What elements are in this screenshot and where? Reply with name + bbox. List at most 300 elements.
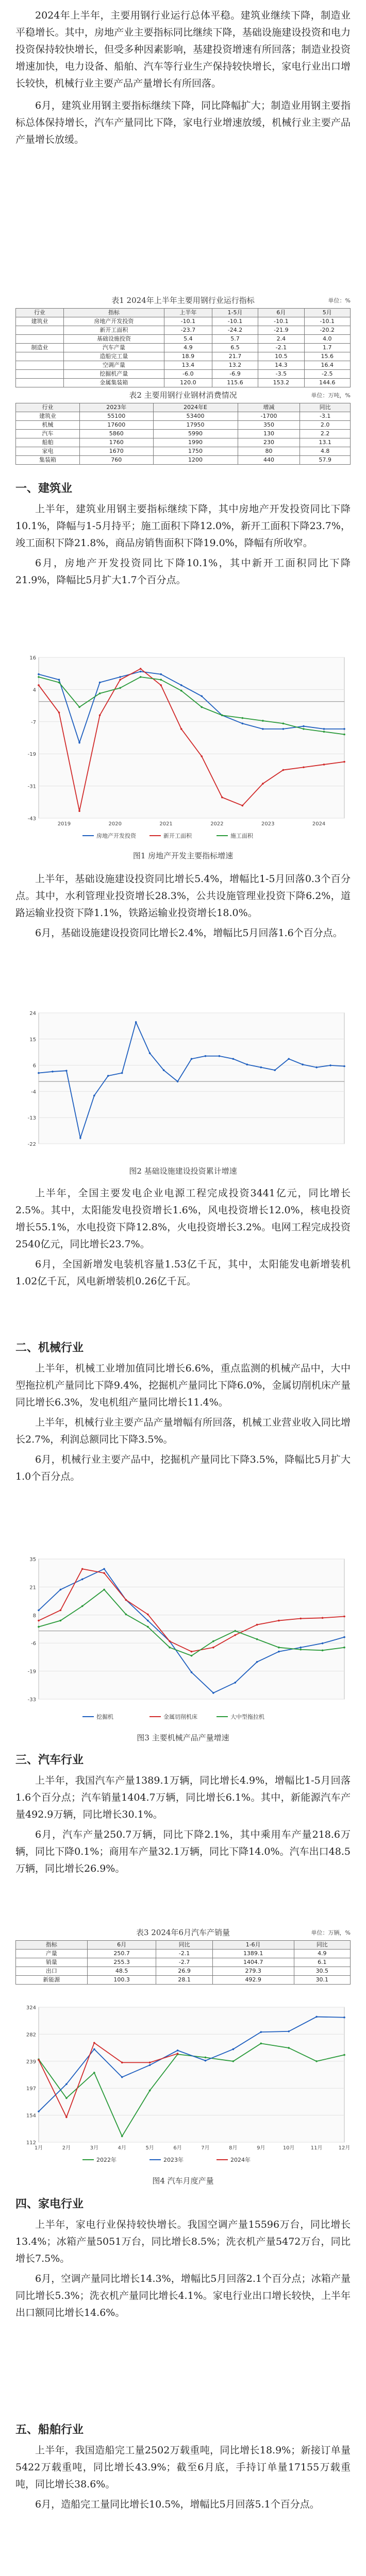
table-cell bbox=[16, 352, 64, 361]
data-point bbox=[38, 2111, 40, 2113]
data-point bbox=[191, 1651, 193, 1653]
data-point bbox=[232, 2048, 235, 2050]
data-point bbox=[119, 676, 121, 678]
section-paragraph: 上半年，机械行业主要产品产量增幅有所回落，机械工业营业收入同比增长2.7%，利润总额同比下降3.5%。 bbox=[15, 1417, 351, 1445]
table-header-cell: 6月 bbox=[258, 309, 304, 317]
data-point bbox=[288, 2030, 290, 2032]
section-paragraph: 上半年，我国造船完工量2502万载重吨，同比增长18.9%；新接订单量5422万载重吨，同比增长43.9%；截至6月底，手持订单量17155万载重吨，同比增长38.6%。 bbox=[15, 2445, 351, 2490]
data-point bbox=[38, 673, 40, 675]
table-cell: 空调产量 bbox=[63, 361, 164, 370]
legend-label: 2023年 bbox=[163, 2157, 184, 2163]
data-point bbox=[99, 682, 101, 684]
table-row bbox=[16, 335, 351, 344]
x-tick-label: 6月 bbox=[173, 2145, 182, 2151]
data-point bbox=[38, 1626, 40, 1628]
data-point bbox=[147, 1614, 149, 1616]
table-row bbox=[16, 1950, 351, 1958]
y-tick-label: -19 bbox=[27, 1669, 36, 1675]
y-tick-label: 15 bbox=[29, 1037, 36, 1043]
figure-3-chart bbox=[15, 1551, 351, 1726]
table-row bbox=[16, 447, 351, 456]
table-cell: 4.0 bbox=[304, 335, 350, 344]
section-paragraph: 上半年，家电行业保持较快增长。我国空调产量15596万台，同比增长13.4%；冰箱产量5051万台，同比增长8.5%；洗衣机产量5472万台，同比增长7.5%。 bbox=[15, 2219, 351, 2264]
table-cell: -10.1 bbox=[212, 317, 258, 326]
data-point bbox=[300, 1647, 302, 1649]
figure-caption: 图3 主要机械产品产量增速 bbox=[137, 1733, 229, 1742]
data-point bbox=[119, 679, 121, 681]
data-point bbox=[201, 695, 203, 697]
figure-caption: 图1 房地产开发主要指标增速 bbox=[132, 851, 234, 860]
table-cell: 4.9 bbox=[164, 344, 212, 352]
y-tick-label: -19 bbox=[27, 752, 36, 758]
table-cell: 230 bbox=[238, 438, 300, 447]
table-cell: 279.3 bbox=[212, 1967, 294, 1976]
table-cell: 1404.7 bbox=[212, 1958, 294, 1967]
data-point bbox=[160, 673, 162, 675]
data-point bbox=[256, 1661, 258, 1663]
data-point bbox=[65, 2116, 68, 2119]
data-point bbox=[78, 810, 80, 812]
table-cell: 挖掘机产量 bbox=[63, 370, 164, 379]
data-point bbox=[160, 684, 162, 686]
table-cell: 13.1 bbox=[300, 438, 351, 447]
section-shipbuilding bbox=[15, 2421, 351, 2513]
x-tick-label: 2022 bbox=[210, 821, 224, 827]
table-cell: -21.9 bbox=[258, 326, 304, 335]
y-tick-label: 154 bbox=[26, 2113, 36, 2119]
intro-section bbox=[15, 7, 351, 148]
table-cell: 4.8 bbox=[300, 447, 351, 456]
legend-label: 2024年 bbox=[230, 2157, 251, 2163]
table-cell: 1670 bbox=[79, 447, 153, 456]
data-point bbox=[78, 706, 80, 708]
section-paragraph: 6月，全国新增发电装机容量1.53亿千瓦，其中，太阳能发电新增装机1.02亿千瓦，风电新增装机0.26亿千瓦。 bbox=[15, 1259, 351, 1287]
table-header-cell: 增减 bbox=[238, 403, 300, 412]
table-cell: 120.0 bbox=[164, 379, 212, 387]
table-header-cell: 1-5月 bbox=[212, 309, 258, 317]
data-point bbox=[52, 1071, 54, 1073]
section-machinery bbox=[15, 1340, 351, 1485]
section-heading: 三、汽车行业 bbox=[15, 1754, 84, 1767]
table-header-cell: 同比 bbox=[300, 403, 351, 412]
x-tick-label: 2月 bbox=[62, 2145, 71, 2151]
table-cell: -20.2 bbox=[304, 326, 350, 335]
y-tick-label: 24 bbox=[29, 1011, 36, 1016]
x-tick-label: 12月 bbox=[338, 2145, 351, 2151]
table-header-cell: 5月 bbox=[304, 309, 350, 317]
table-cell: 2.2 bbox=[300, 430, 351, 438]
table-cell: 制造业 bbox=[16, 344, 64, 352]
section-auto bbox=[15, 1752, 351, 1877]
y-tick-label: -7 bbox=[31, 719, 36, 725]
legend-label: 新开工面积 bbox=[163, 833, 192, 839]
section-construction bbox=[15, 480, 351, 589]
data-point bbox=[60, 1589, 62, 1591]
table-cell: 新开工面积 bbox=[63, 326, 164, 335]
y-tick-label: -4 bbox=[31, 1089, 36, 1095]
x-tick-label: 2024 bbox=[312, 821, 326, 827]
table-cell: -1700 bbox=[238, 412, 300, 421]
y-tick-label: 8 bbox=[32, 1613, 36, 1619]
table-cell: 家电 bbox=[16, 447, 80, 456]
section-paragraph: 上半年，我国汽车产量1389.1万辆，同比增长4.9%，增幅比1-5月回落1.6个百分点；汽车销量1404.7万辆，同比增长6.1%。其中，新能源汽车产量492.9万辆，同比增长30.1%。 bbox=[15, 1775, 351, 1820]
data-point bbox=[303, 728, 305, 730]
data-point bbox=[282, 722, 285, 724]
table-header-cell: 2024年E bbox=[153, 403, 238, 412]
table-cell: -3.1 bbox=[300, 412, 351, 421]
intro-paragraph: 6月，建筑业用钢主要指标继续下降，同比降幅扩大；制造业用钢主要指标总体保持增长，汽车产量同比下降，家电行业增速放缓，机械行业主要产品产量增长放缓。 bbox=[15, 100, 351, 145]
data-point bbox=[343, 761, 345, 763]
table-header-cell: 同比 bbox=[156, 1941, 212, 1950]
data-point bbox=[256, 1624, 258, 1626]
table-header-cell: 行业 bbox=[16, 309, 64, 317]
data-point bbox=[329, 1064, 331, 1066]
table-cell: 57.9 bbox=[300, 456, 351, 465]
table-cell: 汽车 bbox=[16, 430, 80, 438]
data-point bbox=[205, 2060, 207, 2062]
data-point bbox=[260, 2031, 262, 2033]
y-tick-label: 4 bbox=[32, 687, 36, 693]
data-point bbox=[343, 2016, 345, 2019]
table-header-cell: 同比 bbox=[294, 1941, 350, 1950]
data-point bbox=[234, 1634, 236, 1636]
table-header-cell: 指标 bbox=[63, 309, 164, 317]
table-row bbox=[16, 456, 351, 465]
data-point bbox=[79, 1137, 81, 1139]
data-point bbox=[201, 706, 203, 708]
data-point bbox=[149, 2090, 151, 2092]
data-point bbox=[103, 1589, 105, 1591]
data-point bbox=[60, 1609, 62, 1612]
x-tick-label: 7月 bbox=[201, 2145, 210, 2151]
legend-label: 大中型拖拉机 bbox=[230, 1714, 264, 1720]
table-cell: 17950 bbox=[153, 421, 238, 430]
table-cell: 5990 bbox=[153, 430, 238, 438]
data-point bbox=[205, 2057, 207, 2059]
table-cell: 出口 bbox=[16, 1967, 88, 1976]
data-point bbox=[343, 2054, 345, 2056]
section-paragraph: 上半年，机械工业增加值同比增长6.6%，重点监测的机械产品中，大中型拖拉机产量同比下降9.4%，挖掘机产量同比下降6.0%，金属切削机床产量同比增长6.3%，发电机组产量同比增长11.4%。 bbox=[15, 1363, 351, 1408]
table-cell: 100.3 bbox=[87, 1976, 156, 1985]
table-cell: 汽车产量 bbox=[63, 344, 164, 352]
data-point bbox=[38, 2059, 40, 2061]
data-point bbox=[125, 1614, 127, 1616]
table-row bbox=[16, 1967, 351, 1976]
table-cell: 基础设施投资 bbox=[63, 335, 164, 344]
table-cell: 15.6 bbox=[304, 352, 350, 361]
table-cell: 6.1 bbox=[294, 1958, 350, 1967]
data-point bbox=[135, 1021, 137, 1023]
table-row bbox=[16, 379, 351, 387]
section-paragraph: 上半年，基础设施建设投资同比增长5.4%，增幅比1-5月回落0.3个百分点。其中，水利管理业投资增长28.3%，公共设施管理业投资下降6.2%，道路运输业投资下降1.1%，铁路运输业投资增长18.0%。 bbox=[15, 873, 351, 919]
data-point bbox=[99, 692, 101, 694]
table-cell: 115.6 bbox=[212, 379, 258, 387]
table-cell: 船舶 bbox=[16, 438, 80, 447]
data-point bbox=[212, 1640, 214, 1642]
table-cell: 1.7 bbox=[304, 344, 350, 352]
data-point bbox=[191, 1655, 193, 1657]
section-paragraph: 6月，汽车产量250.7万辆，同比下降2.1%，其中乘用车产量218.6万辆，同比下降0.1%；商用车产量32.1万辆，同比下降14.0%。汽车出口48.5万辆，同比增长26.9%。 bbox=[15, 1829, 351, 1874]
table-2 bbox=[15, 403, 351, 465]
table-header-cell: 指标 bbox=[16, 1941, 88, 1950]
y-tick-label: 239 bbox=[26, 2059, 36, 2065]
figure-caption: 图4 汽车月度产量 bbox=[152, 2176, 214, 2185]
data-point bbox=[278, 1651, 280, 1653]
x-tick-label: 10月 bbox=[282, 2145, 295, 2151]
legend-label: 金属切削机床 bbox=[163, 1714, 197, 1720]
table-3 bbox=[15, 1940, 351, 1985]
table-cell: -10.1 bbox=[164, 317, 212, 326]
data-point bbox=[149, 1052, 151, 1054]
table-cell: -6.9 bbox=[212, 370, 258, 379]
table-cell: 130 bbox=[238, 430, 300, 438]
data-point bbox=[177, 1080, 179, 1082]
table-cell: 6.5 bbox=[212, 344, 258, 352]
section-paragraph: 6月，空调产量同比增长14.3%，增幅比5月回落2.1个百分点；冰箱产量同比增长5.3%；洗衣机产量同比增长4.1%。家电行业出口增长较快，上半年出口额同比增长14.6%。 bbox=[15, 2273, 351, 2318]
data-point bbox=[260, 1066, 262, 1069]
data-point bbox=[121, 2062, 123, 2064]
table-header-cell: 2023年 bbox=[79, 403, 153, 412]
data-point bbox=[125, 1599, 127, 1601]
data-point bbox=[78, 742, 80, 744]
table-header-cell: 行业 bbox=[16, 403, 80, 412]
table-unit: 单位：万吨，% bbox=[311, 392, 351, 399]
data-point bbox=[38, 676, 40, 678]
data-point bbox=[262, 783, 264, 785]
figure-2-chart bbox=[15, 1005, 351, 1159]
x-tick-label: 2019 bbox=[57, 821, 71, 827]
table-cell bbox=[16, 335, 64, 344]
table-cell: 1750 bbox=[153, 447, 238, 456]
data-point bbox=[288, 2047, 290, 2049]
data-point bbox=[38, 1620, 40, 1622]
plot-area bbox=[39, 657, 344, 818]
table-cell: 13.4 bbox=[164, 361, 212, 370]
data-point bbox=[38, 684, 40, 686]
data-point bbox=[147, 1620, 149, 1622]
table-row bbox=[16, 438, 351, 447]
table-cell: 250.7 bbox=[87, 1950, 156, 1958]
y-tick-label: 16 bbox=[29, 655, 36, 661]
table-cell: 153.2 bbox=[258, 379, 304, 387]
data-point bbox=[38, 1609, 40, 1612]
x-tick-label: 3月 bbox=[90, 2145, 99, 2151]
data-point bbox=[119, 687, 121, 689]
table-cell: 造船完工量 bbox=[63, 352, 164, 361]
x-tick-label: 9月 bbox=[257, 2145, 265, 2151]
table-cell: 2.4 bbox=[258, 335, 304, 344]
data-point bbox=[221, 796, 223, 799]
table-cell: 金属集装箱 bbox=[63, 379, 164, 387]
data-point bbox=[121, 2076, 123, 2078]
table-cell: 440 bbox=[238, 456, 300, 465]
data-point bbox=[65, 2083, 68, 2085]
table-row bbox=[16, 361, 351, 370]
table-cell: 30.1 bbox=[294, 1976, 350, 1985]
x-tick-label: 2023 bbox=[261, 821, 275, 827]
y-tick-label: 112 bbox=[26, 2140, 36, 2146]
table-1 bbox=[15, 308, 351, 387]
y-tick-label: 6 bbox=[32, 1063, 36, 1069]
data-point bbox=[169, 1640, 171, 1642]
data-point bbox=[315, 1066, 318, 1069]
table-cell: 10.5 bbox=[258, 352, 304, 361]
data-point bbox=[343, 734, 345, 736]
table-cell bbox=[16, 326, 64, 335]
table-cell: -10.1 bbox=[304, 317, 350, 326]
x-tick-label: 4月 bbox=[118, 2145, 126, 2151]
y-tick-label: 21 bbox=[29, 1585, 36, 1591]
data-point bbox=[140, 671, 142, 673]
y-tick-label: -43 bbox=[27, 816, 36, 822]
y-tick-label: -33 bbox=[27, 1697, 36, 1703]
figure-caption: 图2 基础设施建设投资累计增速 bbox=[129, 1166, 237, 1176]
table-cell: 53400 bbox=[153, 412, 238, 421]
x-tick-label: 11月 bbox=[310, 2145, 323, 2151]
data-point bbox=[58, 711, 60, 714]
data-point bbox=[343, 1636, 345, 1638]
table-cell: 建筑业 bbox=[16, 317, 64, 326]
table-cell bbox=[16, 379, 64, 387]
table-header-cell: 6月 bbox=[87, 1941, 156, 1950]
data-point bbox=[343, 728, 345, 730]
table-cell: 房地产开发投资 bbox=[63, 317, 164, 326]
data-point bbox=[180, 728, 182, 730]
table-cell: -2.1 bbox=[258, 344, 304, 352]
data-point bbox=[149, 2064, 151, 2066]
table-cell: 5860 bbox=[79, 430, 153, 438]
y-tick-label: 324 bbox=[26, 2005, 36, 2011]
section-heading: 二、机械行业 bbox=[15, 1342, 84, 1354]
section-heading: 一、建筑业 bbox=[15, 482, 73, 495]
data-point bbox=[212, 1647, 214, 1649]
data-point bbox=[103, 1572, 105, 1574]
table-cell: 14.3 bbox=[258, 361, 304, 370]
data-point bbox=[278, 1620, 280, 1622]
data-point bbox=[81, 1568, 84, 1570]
table-cell: -3.5 bbox=[258, 370, 304, 379]
data-point bbox=[177, 2049, 179, 2052]
table-row bbox=[16, 344, 351, 352]
data-point bbox=[149, 2062, 151, 2064]
data-point bbox=[147, 1626, 149, 1628]
data-point bbox=[242, 717, 244, 719]
legend-label: 挖掘机 bbox=[96, 1714, 113, 1720]
table-row bbox=[16, 412, 351, 421]
data-point bbox=[262, 728, 264, 730]
data-point bbox=[300, 1649, 302, 1651]
data-point bbox=[262, 720, 264, 722]
table-cell: 销量 bbox=[16, 1958, 88, 1967]
table-cell: -23.7 bbox=[164, 326, 212, 335]
figure-1-chart bbox=[15, 649, 351, 845]
data-point bbox=[140, 668, 142, 670]
section-heading: 四、家电行业 bbox=[15, 2198, 84, 2211]
data-point bbox=[323, 728, 325, 730]
data-point bbox=[278, 1647, 280, 1649]
y-tick-label: 35 bbox=[29, 1557, 36, 1563]
table-row bbox=[16, 326, 351, 335]
table-cell: 5.4 bbox=[164, 335, 212, 344]
table-cell: -2.1 bbox=[156, 1950, 212, 1958]
data-point bbox=[282, 728, 285, 730]
data-point bbox=[302, 1063, 304, 1065]
data-point bbox=[315, 2060, 318, 2062]
data-point bbox=[323, 764, 325, 766]
data-point bbox=[169, 1647, 171, 1649]
data-point bbox=[140, 676, 142, 678]
table-row bbox=[16, 421, 351, 430]
data-point bbox=[180, 690, 182, 692]
data-point bbox=[234, 1682, 236, 1684]
data-point bbox=[315, 2016, 318, 2018]
data-point bbox=[303, 725, 305, 727]
table-cell bbox=[16, 361, 64, 370]
data-point bbox=[260, 2043, 262, 2045]
data-point bbox=[242, 805, 244, 807]
section-paragraph: 上半年，全国主要发电企业电源工程完成投资3441亿元，同比增长2.5%。其中，太阳能发电投资增长1.6%，风电投资增长12.0%，核电投资增长55.1%，水电投资下降12.8%，火电投资增长3.2%。电网工程完成投资2540亿元，同比增长23.7%。 bbox=[15, 1188, 351, 1250]
section-paragraph: 上半年，建筑业用钢主要指标继续下降，其中房地产开发投资同比下降10.1%，降幅与1-5月持平；施工面积下降12.0%，新开工面积下降23.7%，竣工面积下降21.8%，商品房销售面积下降19.0%，降幅有所收窄。 bbox=[15, 503, 351, 549]
data-point bbox=[81, 1605, 84, 1607]
data-point bbox=[58, 682, 60, 684]
data-point bbox=[107, 1075, 109, 1077]
table-cell: 4.9 bbox=[294, 1950, 350, 1958]
data-point bbox=[322, 1642, 324, 1645]
legend-label: 施工面积 bbox=[230, 833, 253, 839]
data-point bbox=[242, 722, 244, 724]
data-point bbox=[60, 1620, 62, 1622]
section-construction-infra bbox=[15, 871, 351, 942]
y-tick-label: 282 bbox=[26, 2032, 36, 2038]
table-cell: 80 bbox=[238, 447, 300, 456]
data-point bbox=[93, 2072, 95, 2074]
data-point bbox=[93, 1095, 95, 1097]
table-caption: 表2 主要用钢行业钢材消费情况 bbox=[129, 391, 237, 400]
section-appliance bbox=[15, 2196, 351, 2321]
legend-label: 房地产开发投资 bbox=[96, 833, 136, 839]
table-cell: 350 bbox=[238, 421, 300, 430]
data-point bbox=[219, 1055, 221, 1057]
section-paragraph: 6月，基础设施建设投资同比增长2.4%，增幅比5月回落1.6个百分点。 bbox=[35, 927, 343, 939]
table-header-cell: 1-6月 bbox=[212, 1941, 294, 1950]
section-construction-power bbox=[15, 1185, 351, 1290]
data-point bbox=[180, 684, 182, 686]
data-point bbox=[300, 1618, 302, 1620]
data-point bbox=[58, 679, 60, 681]
table-cell: 760 bbox=[79, 456, 153, 465]
plot-area bbox=[39, 1559, 344, 1699]
data-point bbox=[246, 1063, 248, 1065]
x-tick-label: 1月 bbox=[34, 2145, 43, 2151]
y-tick-label: -22 bbox=[27, 1142, 36, 1147]
data-point bbox=[303, 766, 305, 768]
intro-paragraph: 2024年上半年，主要用钢行业运行总体平稳。建筑业继续下降，制造业平稳增长。其中，房地产业主要指标同比继续下降，基础设施建设投资和电力投资保持较快增长，但受多种因素影响，基建投资增速有所回落；制造业投资增速加快，电力设备、船舶、汽车等行业生产保持较快增长，家电行业出口增长较快，机械行业主要产品产量增长有所回落。 bbox=[15, 10, 351, 89]
table-cell: -2.5 bbox=[304, 370, 350, 379]
section-paragraph: 6月，造船完工量同比增长10.5%，增幅比5月回落5.1个百分点。 bbox=[35, 2499, 320, 2510]
table-cell: 28.1 bbox=[156, 1976, 212, 1985]
figure-4-chart bbox=[15, 1999, 351, 2169]
data-point bbox=[121, 2136, 123, 2138]
table-cell: 30.5 bbox=[294, 1967, 350, 1976]
table-unit: 单位：万辆，% bbox=[311, 1929, 351, 1936]
data-point bbox=[177, 2053, 179, 2055]
section-heading: 五、船舶行业 bbox=[15, 2424, 84, 2436]
data-point bbox=[191, 1671, 193, 1673]
data-point bbox=[93, 2042, 95, 2044]
y-tick-label: -31 bbox=[27, 784, 36, 790]
data-point bbox=[234, 1630, 236, 1632]
table-cell: 1389.1 bbox=[212, 1950, 294, 1958]
